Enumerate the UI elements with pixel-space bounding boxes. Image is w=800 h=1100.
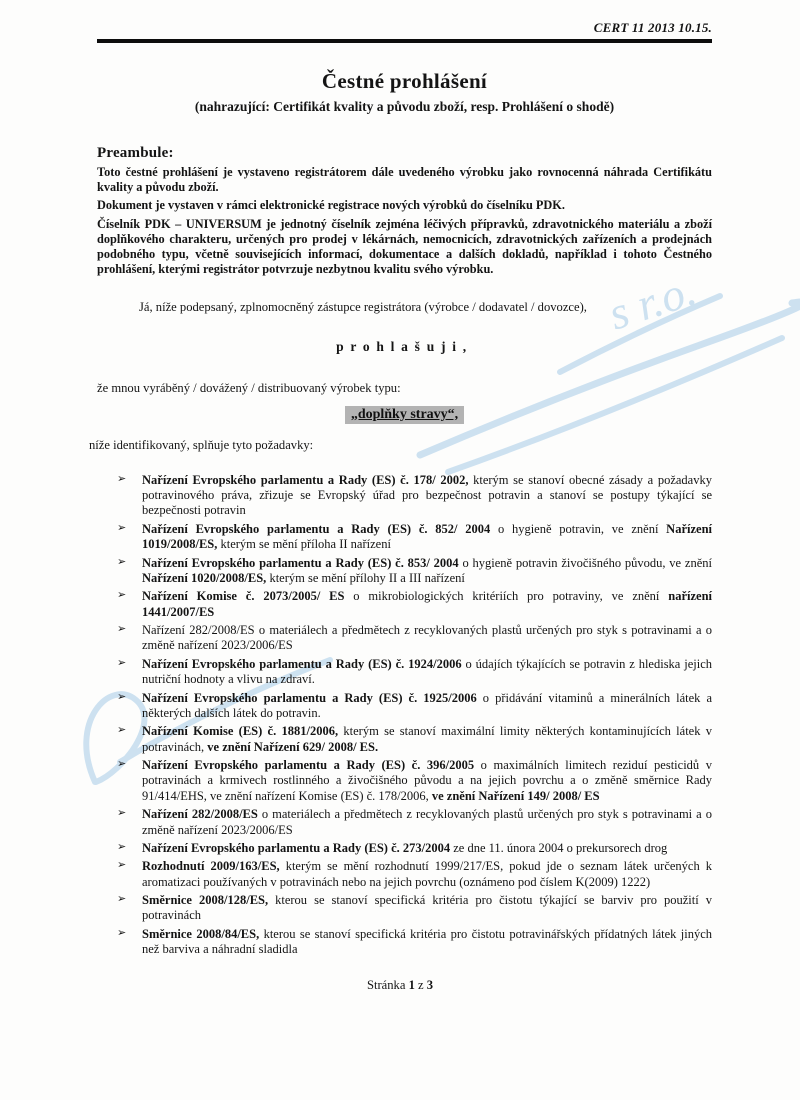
arrow-bullet-icon: ➢ [117,656,127,669]
text-segment: Nařízení Evropského parlamentu a Rady (ES) č. 1924/2006 [142,656,462,671]
requirement-item [115,556,712,587]
requirements-intro: níže identifikovaný, splňuje tyto požadavky: [89,437,314,452]
arrow-bullet-icon: ➢ [117,893,127,906]
arrow-bullet-icon: ➢ [117,589,127,602]
text-segment: o mikrobiologických kritériích pro potraviny, ve znění [344,589,669,604]
arrow-bullet-icon: ➢ [117,555,127,568]
text-segment: Směrnice 2008/128/ES, [142,893,269,908]
text-segment: kterým se stanoví maximální limity některých kontaminujících látek v potravinách, [142,724,712,754]
text-segment: Nařízení 1020/2008/ES, [142,570,267,585]
requirement-item [115,893,712,924]
arrow-bullet-icon: ➢ [117,807,127,820]
declaration-intro: Já, níže podepsaný, zplnomocněný zástupce registrátora (výrobce / dodavatel / dovozce), [139,299,587,314]
arrow-bullet-icon: ➢ [117,472,127,485]
text-segment: o materiálech a předmětech z recyklovaných plastů určených pro styk s potravinami a o změně nařízení 2023/2006/ES [142,807,712,837]
preambule-paragraph: Číselník PDK – UNIVERSUM je jednotný číselník zejména léčivých přípravků, zdravotnického materiálu a zboží doplňkového charakteru, určených pro prodej v lékárnách, nemocnicích, zdravotnických zařízeních a prodejnách podobného typu, včetně souvisejících informací, dokumentace a dalších dokladů, například i tohoto Čestného prohlášení, kterými registrátor potvrzuje nezbytnou kvalitu svého výrobku. [97,216,712,277]
text-segment: kterým se mění rozhodnutí 1999/217/ES, pokud jde o seznam látek určených k aromatizaci používaných v potravinách nebo na jejich povrchu (oznámeno pod číslem K(2009) 1222) [142,859,712,889]
product-type-line: že mnou vyráběný / dovážený / distribuovaný výrobek typu: [97,380,401,395]
preambule-paragraph: Dokument je vystaven v rámci elektronické registrace nových výrobků do číselníku PDK. [97,198,565,213]
text-segment: o přidávání vitaminů a minerálních látek a některých dalších látek do potravin. [142,690,712,720]
text-segment: Nařízení Evropského parlamentu a Rady (ES) č. 852/ 2004 [142,521,491,536]
text-segment: Stránka [366,978,409,992]
page-footer [0,978,800,993]
text-segment: o hygieně potravin, ve znění [490,521,667,536]
arrow-bullet-icon: ➢ [117,926,127,939]
text-segment: 1 [408,978,415,992]
cert-reference: CERT 11 2013 10.15. [593,20,712,35]
text-segment: Nařízení Komise č. 2073/2005/ ES [142,589,345,604]
preambule-paragraph: Toto čestné prohlášení je vystaveno registrátorem dále uvedeného výrobku jako rovnocenná náhrada Certifikátu kvality a původu zboží. [97,165,712,195]
document-subtitle: (nahrazující: Certifikát kvality a původu zboží, resp. Prohlášení o shodě) [194,99,615,114]
arrow-bullet-icon: ➢ [117,690,127,703]
arrow-bullet-icon: ➢ [117,521,127,534]
text-segment: kterým se stanoví obecné zásady a požadavky potravinového práva, zřizuje se Evropský úřad pro bezpečnost potravin a stanoví se postupy týkající se bezpečnosti potravin [142,472,712,518]
text-segment: Rozhodnutí 2009/163/ES, [142,859,280,874]
preambule-section [97,145,712,278]
requirement-item [115,623,712,654]
watermark-text: s r.o. [602,263,702,340]
text-segment: 3 [426,978,434,992]
text-segment: Nařízení 282/2008/ES o materiálech a předmětech z recyklovaných plastů určených pro styk s potravinami a o změně nařízení 2023/2006/ES [142,623,712,653]
requirement-item [115,807,712,838]
arrow-bullet-icon: ➢ [117,859,127,872]
declaration-verb: prohlašuji, [336,338,473,354]
requirement-item [115,589,712,620]
arrow-bullet-icon: ➢ [117,623,127,636]
requirement-item [115,691,712,722]
header-rule [97,39,712,43]
text-segment: ve znění Nařízení 629/ 2008/ ES. [207,739,379,754]
text-segment: kterým se mění přílohy II a III nařízení [266,570,465,585]
text-segment: z [414,978,427,992]
text-segment: Nařízení Evropského parlamentu a Rady (ES) č. 178/ 2002, [142,472,469,487]
arrow-bullet-icon: ➢ [117,758,127,771]
requirement-item [115,927,712,958]
text-segment: Nařízení 1019/2008/ES, [142,521,712,552]
requirement-item [115,657,712,688]
text-segment: ve znění Nařízení 149/ 2008/ ES [431,788,600,803]
arrow-bullet-icon: ➢ [117,840,127,853]
arrow-bullet-icon: ➢ [117,724,127,737]
requirement-item [115,841,712,856]
text-segment: ze dne 11. února 2004 o prekursorech drog [450,840,668,855]
text-segment: kterou se stanoví specifická kritéria pro čistotu potravinářských přídatných látek jiných než barviva a náhradní sladidla [142,926,712,957]
text-segment: Nařízení Evropského parlamentu a Rady (ES) č. 853/ 2004 [142,555,459,570]
text-segment: o maximálních limitech reziduí pesticidů v potravinách a krmivech rostlinného a živočišného původu a na jejich povrchu a o změně směrnice Rady 91/414/EHS, ve znění nařízení Komise (ES) č. 178/2006, [142,758,712,803]
text-segment: o hygieně potravin živočišného původu, ve znění [458,555,712,570]
requirements-list [115,473,712,958]
text-segment: Nařízení Evropského parlamentu a Rady (ES) č. 273/2004 [142,840,451,855]
requirement-item [115,522,712,553]
requirement-item [115,724,712,755]
product-highlight-line [97,405,712,424]
text-segment: Směrnice 2008/84/ES, [142,926,260,941]
text-segment: Nařízení Evropského parlamentu a Rady (ES) č. 1925/2006 [142,690,477,705]
requirement-item [115,758,712,804]
text-segment: Nařízení Komise (ES) č. 1881/2006, [142,724,339,739]
text-segment: nařízení 1441/2007/ES [142,589,712,619]
text-segment: Nařízení 282/2008/ES [142,807,258,822]
text-segment: kterým se mění příloha II nařízení [217,537,391,552]
text-segment: Nařízení Evropského parlamentu a Rady (ES) č. 396/2005 [142,758,475,773]
product-type-highlight: „doplňky stravy“, [345,406,464,424]
requirement-item [115,859,712,890]
document-title: Čestné prohlášení [321,69,488,93]
text-segment: o údajích týkajících se potravin z hlediska jejich nutriční hodnoty a vlivu na zdraví. [142,656,712,687]
text-segment: kterou se stanoví specifická kritéria pro čistotu týkající se barviv pro použití v potravinách [142,893,712,923]
preambule-heading: Preambule: [97,145,174,161]
requirement-item [115,473,712,519]
